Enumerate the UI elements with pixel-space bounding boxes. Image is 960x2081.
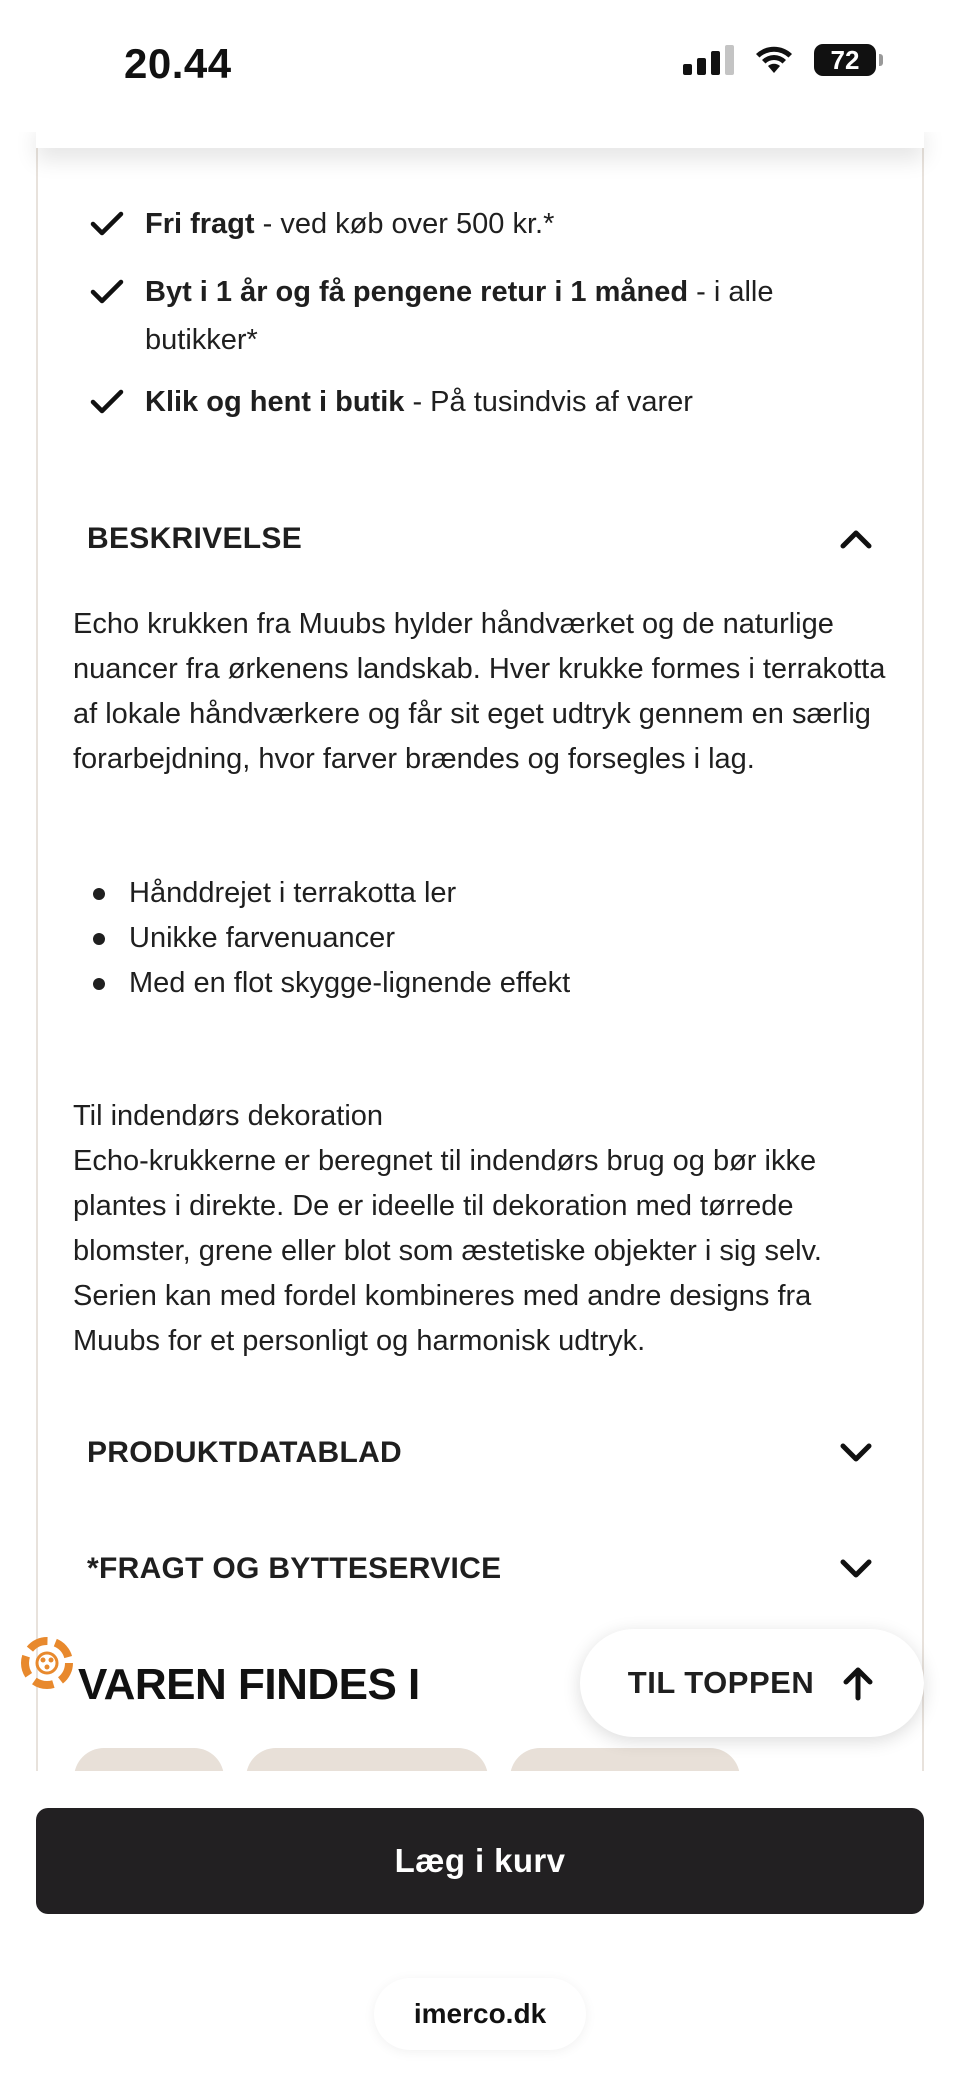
chevron-up-icon [837,520,875,558]
checkmark-icon [90,200,145,254]
to-top-label: TIL TOPPEN [627,1665,815,1700]
battery-icon [814,44,876,76]
usage-subheading: Til indendørs dekoration [73,1100,384,1132]
benefit-item [90,200,890,254]
battery-level: 72 [830,45,860,75]
status-bar [0,0,960,132]
list-item: Unikke farvenuancer [73,916,893,961]
accordion-title: BESKRIVELSE [87,522,303,555]
benefit-item [90,378,890,432]
add-to-cart-button[interactable]: Læg i kurv [36,1808,924,1914]
benefits-list [90,200,890,446]
accordion-produktdatablad[interactable] [87,1434,887,1472]
benefit-text: Fri fragt - ved køb over 500 kr.* [145,208,555,240]
status-time: 20.44 [124,40,232,87]
list-item: Hånddrejet i terrakotta ler [73,871,893,916]
arrow-up-icon [840,1665,876,1701]
accordion-beskrivelse[interactable] [87,520,887,558]
wifi-icon [754,45,794,75]
checkmark-icon [90,268,145,322]
accordion-title: *FRAGT OG BYTTESERVICE [87,1552,502,1585]
checkmark-icon [90,378,145,432]
bottom-bar [0,1771,960,2081]
benefit-text: Byt i 1 år og få pengene retur i 1 måned - i alle butikker* [145,276,774,356]
cellular-signal-icon [683,45,734,75]
to-top-button[interactable] [580,1629,924,1737]
chat-widget-icon[interactable] [14,1630,80,1696]
chevron-down-icon [837,1434,875,1472]
status-icons [683,44,876,76]
usage-body: Echo-krukkerne er beregnet til indendørs brug og bør ikke plantes i direkte. De er ideelle til dekoration med tørrede blomster, grene eller blot som æstetiske objekter i sig selv. Serien kan med fordel kombineres med andre designs fra Muubs for et personligt og harmonisk udtryk. [73,1145,822,1357]
feature-bullets [73,871,893,1006]
accordion-title: PRODUKTDATABLAD [87,1436,403,1469]
list-item: Med en flot skygge-lignende effekt [73,961,893,1006]
description-usage [73,1094,903,1364]
benefit-item [90,268,890,364]
variants-heading: VAREN FINDES I [78,1660,420,1709]
description-intro: Echo krukken fra Muubs hylder håndværket og de naturlige nuancer fra ørkenens landskab. Hver krukke formes i terrakotta af lokale håndværkere og får sit eget udtryk gennem en særlig forarbejdning, hvor farver brændes og forsegles i lag. [73,608,886,775]
browser-address-chip[interactable]: imerco.dk [374,1978,586,2050]
accordion-fragt-bytteservice[interactable] [87,1550,887,1588]
benefit-text: Klik og hent i butik - På tusindvis af varer [145,386,693,418]
chevron-down-icon [837,1550,875,1588]
